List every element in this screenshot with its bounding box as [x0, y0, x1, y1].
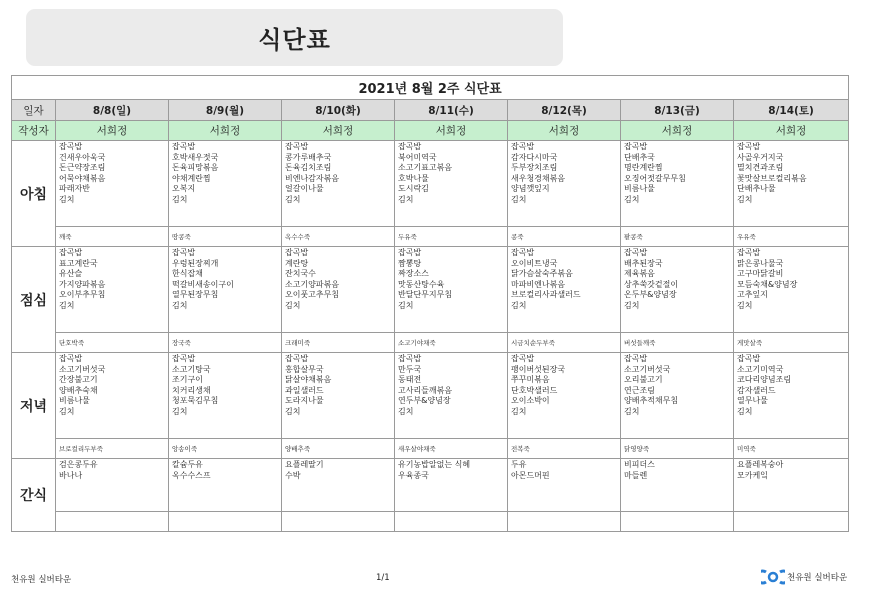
dish-item: 단배추나물	[737, 184, 776, 193]
dish-item: 양배추숙채	[59, 385, 98, 395]
dish-item: 잔치국수	[285, 269, 316, 278]
date-header-cell: 8/13(금)	[621, 100, 734, 121]
dish-item: 바나나	[59, 470, 83, 480]
meal-label: 아침	[12, 141, 56, 247]
dish-item: 잡곡밥	[737, 248, 761, 257]
dish-item: 어묵야채볶음	[59, 173, 106, 183]
dish-item: 반달단무지무침	[398, 290, 453, 299]
dish-item: 잡곡밥	[398, 248, 422, 257]
dish-item: 가지양파볶음	[59, 279, 106, 289]
menu-cell	[621, 459, 734, 512]
dish-item: 치커리생채	[172, 385, 211, 395]
author-label: 작성자	[12, 121, 56, 141]
dish-item: 계란탕	[285, 258, 309, 268]
dish-item: 고사리들깨볶음	[398, 385, 453, 395]
porridge-cell: 팥콩죽	[621, 227, 734, 247]
author-cell: 서희정	[169, 121, 282, 141]
menu-cell	[282, 353, 395, 439]
menu-cell	[508, 353, 621, 439]
menu-cell	[734, 353, 849, 439]
page-title-box	[26, 9, 563, 66]
dish-item: 잡곡밥	[511, 354, 535, 363]
menu-cell	[56, 459, 169, 512]
dish-item: 두유	[511, 460, 527, 469]
menu-cell	[282, 247, 395, 333]
porridge-cell: 양배추죽	[282, 439, 395, 459]
footer-logo-text: 천유원 실버타운	[787, 573, 848, 583]
porridge-cell: 게맛살죽	[734, 333, 849, 353]
dish-item: 호박새우젓국	[172, 152, 219, 162]
dish-item: 돈육김치조림	[285, 163, 332, 172]
dish-item: 비피더스	[624, 460, 655, 469]
porridge-cell: 닭영양죽	[621, 439, 734, 459]
meal-label: 점심	[12, 247, 56, 353]
dish-item: 비름나물	[59, 396, 90, 405]
author-cell: 서희정	[56, 121, 169, 141]
dish-item: 김치	[285, 300, 301, 310]
menu-cell	[56, 353, 169, 439]
dish-item: 짜장소스	[398, 269, 429, 278]
dish-item: 연근조림	[624, 385, 655, 395]
dish-item: 한식잡채	[172, 269, 203, 278]
footer-logo	[761, 569, 847, 585]
dish-item: 오징어젓갈무무침	[624, 173, 686, 183]
porridge-cell: 크래미죽	[282, 333, 395, 353]
dish-item: 김치	[624, 300, 640, 310]
dish-item: 단호박샐러드	[511, 385, 558, 395]
porridge-cell: 시금치순두부죽	[508, 333, 621, 353]
dish-item: 소고기버섯국	[59, 364, 106, 374]
menu-cell	[282, 141, 395, 227]
dish-item: 떡갈비새송이구이	[172, 279, 234, 289]
dish-item: 김치	[511, 300, 527, 310]
porridge-cell: 장국죽	[169, 333, 282, 353]
dish-item: 연두부&양념장	[398, 396, 451, 405]
dish-item: 김치	[398, 300, 414, 310]
dish-item: 잡곡밥	[285, 354, 309, 363]
dish-item: 북어미역국	[398, 152, 437, 162]
dish-item: 유산슬	[59, 269, 83, 278]
dish-item: 오리불고기	[624, 375, 663, 384]
dish-item: 오복지	[172, 184, 196, 193]
meal-label: 저녁	[12, 353, 56, 459]
dish-item: 김치	[398, 194, 414, 204]
dish-item: 소고기양파볶음	[285, 279, 340, 289]
porridge-cell: 브로컬리두부죽	[56, 439, 169, 459]
dish-item: 만두국	[398, 364, 422, 374]
porridge-cell: 버섯들깨죽	[621, 333, 734, 353]
dish-item: 김치	[59, 406, 75, 416]
date-label: 일자	[12, 100, 56, 121]
dish-item: 김치	[624, 406, 640, 416]
porridge-cell: 콩죽	[508, 227, 621, 247]
dish-item: 간장불고기	[59, 375, 98, 384]
footer-page-number: 1/1	[376, 573, 390, 583]
dish-item: 잡곡밥	[737, 142, 761, 151]
dish-item: 양념깻잎지	[511, 184, 550, 193]
dish-item: 과일샐러드	[285, 385, 324, 395]
dish-item: 동태전	[398, 375, 422, 384]
dish-item: 새우청경채볶음	[511, 173, 566, 183]
meal-plan-table	[11, 75, 849, 532]
dish-item: 호박나물	[398, 173, 429, 183]
dish-item: 소고기표고볶음	[398, 163, 453, 172]
dish-item: 칼슘두유	[172, 460, 203, 469]
dish-item: 수박	[285, 470, 301, 480]
dish-item: 비엔나감자볶음	[285, 173, 340, 183]
dish-item: 야채계란찜	[172, 173, 211, 183]
porridge-cell: 전복죽	[508, 439, 621, 459]
porridge-cell: 새우살야채죽	[395, 439, 508, 459]
date-header-cell: 8/12(목)	[508, 100, 621, 121]
dish-item: 파래자반	[59, 184, 90, 193]
menu-cell	[621, 353, 734, 439]
dish-item: 표고계란국	[59, 258, 98, 268]
author-cell: 서희정	[734, 121, 849, 141]
dish-item: 김치	[172, 194, 188, 204]
dish-item: 잡곡밥	[172, 142, 196, 151]
dish-item: 두부장치조림	[511, 163, 558, 172]
empty-cell	[734, 512, 849, 532]
dish-item: 꽃맛살브로컬리볶음	[737, 173, 807, 183]
dish-item: 검은콩두유	[59, 460, 98, 469]
dish-item: 옥수수스프	[172, 470, 211, 480]
dish-item: 마파비엔나볶음	[511, 279, 566, 289]
dish-item: 김치	[59, 194, 75, 204]
dish-item: 맛동산탕수육	[398, 279, 445, 289]
dish-item: 요플레딸기	[285, 460, 324, 469]
dish-item: 온두부&양념장	[624, 290, 677, 299]
date-header-cell: 8/11(수)	[395, 100, 508, 121]
dish-item: 명란계란찜	[624, 163, 663, 172]
dish-item: 오이부추무침	[59, 290, 106, 299]
dish-item: 홍합살무국	[285, 364, 324, 374]
author-cell: 서희정	[282, 121, 395, 141]
dish-item: 건새우아욱국	[59, 152, 106, 162]
dish-item: 오이비트냉국	[511, 258, 558, 268]
table-caption: 2021년 8월 2주 식단표	[12, 76, 849, 100]
dish-item: 돈근약장조림	[59, 163, 106, 172]
dish-item: 우렁된장찌개	[172, 258, 219, 268]
empty-cell	[282, 512, 395, 532]
dish-item: 도라지나물	[285, 396, 324, 405]
dish-item: 잡곡밥	[737, 354, 761, 363]
dish-item: 제육볶음	[624, 269, 655, 278]
dish-item: 도시락김	[398, 184, 429, 193]
author-cell: 서희정	[508, 121, 621, 141]
porridge-cell: 미역죽	[734, 439, 849, 459]
dish-item: 양배추적채무침	[624, 396, 679, 405]
dish-item: 열무된장무침	[172, 290, 219, 299]
dish-item: 잡곡밥	[398, 142, 422, 151]
dish-item: 김치	[285, 406, 301, 416]
dish-item: 감자다시마국	[511, 152, 558, 162]
footer-org-name: 천유원 실버타운	[11, 575, 72, 585]
dish-item: 소고기탕국	[172, 364, 211, 374]
dish-item: 김치	[737, 194, 753, 204]
dish-item: 잡곡밥	[511, 248, 535, 257]
porridge-cell: 단호박죽	[56, 333, 169, 353]
menu-cell	[621, 247, 734, 333]
menu-cell	[56, 141, 169, 227]
dish-item: 잡곡밥	[285, 248, 309, 257]
dish-item: 김치	[172, 300, 188, 310]
date-header-cell: 8/14(토)	[734, 100, 849, 121]
empty-cell	[508, 512, 621, 532]
dish-item: 브로컬리사과샐러드	[511, 290, 581, 299]
menu-cell	[508, 141, 621, 227]
dish-item: 팽이버섯된장국	[511, 364, 566, 374]
dish-item: 잡곡밥	[511, 142, 535, 151]
dish-item: 콩가루배추국	[285, 152, 332, 162]
dish-item: 멸치견과조림	[737, 163, 784, 172]
menu-cell	[508, 459, 621, 512]
dish-item: 오이소박이	[511, 396, 550, 405]
menu-cell	[734, 459, 849, 512]
empty-cell	[169, 512, 282, 532]
dish-item: 오이풋고추무침	[285, 290, 340, 299]
dish-item: 쭈꾸미볶음	[511, 375, 550, 384]
dish-item: 맑은콩나물국	[737, 258, 784, 268]
dish-item: 상추쑥갓겉절이	[624, 279, 679, 289]
author-cell: 서희정	[621, 121, 734, 141]
dish-item: 청포묵김무침	[172, 396, 219, 405]
porridge-cell: 우유죽	[734, 227, 849, 247]
dish-item: 잡곡밥	[285, 142, 309, 151]
menu-cell	[395, 247, 508, 333]
dish-item: 짬뽕탕	[398, 258, 422, 268]
dish-item: 얼갈이나물	[285, 184, 324, 193]
dish-item: 열무나물	[737, 396, 768, 405]
menu-cell	[734, 247, 849, 333]
meal-label: 간식	[12, 459, 56, 532]
dish-item: 유기농밥알없는 식혜	[398, 460, 471, 469]
dish-item: 김치	[737, 406, 753, 416]
menu-cell	[56, 247, 169, 333]
dish-item: 잡곡밥	[398, 354, 422, 363]
dish-item: 고추잎지	[737, 290, 768, 299]
dish-item: 사골우거지국	[737, 152, 784, 162]
menu-cell	[508, 247, 621, 333]
dish-item: 잡곡밥	[624, 142, 648, 151]
porridge-cell: 소고기야채죽	[395, 333, 508, 353]
dish-item: 잡곡밥	[172, 248, 196, 257]
dish-item: 김치	[172, 406, 188, 416]
menu-cell	[169, 353, 282, 439]
dish-item: 단배추국	[624, 152, 655, 162]
menu-cell	[395, 459, 508, 512]
page-title: 식단표	[258, 26, 331, 54]
dish-item: 소고기버섯국	[624, 364, 671, 374]
logo-icon	[761, 569, 785, 585]
dish-item: 우육종국	[398, 470, 429, 480]
menu-cell	[395, 353, 508, 439]
dish-item: 요플레복숭아	[737, 460, 784, 469]
porridge-cell: 두유죽	[395, 227, 508, 247]
menu-cell	[169, 247, 282, 333]
dish-item: 코다리양념조림	[737, 375, 792, 384]
menu-cell	[734, 141, 849, 227]
dish-item: 비름나물	[624, 184, 655, 193]
dish-item: 잡곡밥	[59, 354, 83, 363]
date-header-cell: 8/10(화)	[282, 100, 395, 121]
dish-item: 닭가슴살숙주볶음	[511, 269, 573, 278]
dish-item: 마들렌	[624, 470, 648, 480]
menu-cell	[395, 141, 508, 227]
dish-item: 조기구이	[172, 375, 203, 384]
author-cell: 서희정	[395, 121, 508, 141]
dish-item: 잡곡밥	[172, 354, 196, 363]
dish-item: 김치	[511, 406, 527, 416]
dish-item: 잡곡밥	[624, 248, 648, 257]
dish-item: 잡곡밥	[59, 248, 83, 257]
dish-item: 잡곡밥	[624, 354, 648, 363]
date-header-cell: 8/8(일)	[56, 100, 169, 121]
dish-item: 배추된장국	[624, 258, 663, 268]
menu-cell	[169, 459, 282, 512]
menu-cell	[169, 141, 282, 227]
dish-item: 모듬숙채&양념장	[737, 279, 798, 289]
dish-item: 닭살야채볶음	[285, 375, 332, 384]
dish-item: 고구마닭갈비	[737, 269, 784, 278]
dish-item: 돈육피망볶음	[172, 163, 219, 172]
dish-item: 김치	[285, 194, 301, 204]
dish-item: 김치	[624, 194, 640, 204]
date-header-cell: 8/9(월)	[169, 100, 282, 121]
empty-cell	[56, 512, 169, 532]
porridge-cell: 옥수수죽	[282, 227, 395, 247]
dish-item: 모카케잌	[737, 470, 768, 480]
dish-item: 김치	[398, 406, 414, 416]
dish-item: 감자샐러드	[737, 385, 776, 395]
dish-item: 김치	[59, 300, 75, 310]
dish-item: 잡곡밥	[59, 142, 83, 151]
empty-cell	[395, 512, 508, 532]
porridge-cell: 앙송이죽	[169, 439, 282, 459]
menu-cell	[621, 141, 734, 227]
porridge-cell: 깨죽	[56, 227, 169, 247]
dish-item: 소고기미역국	[737, 364, 784, 374]
menu-cell	[282, 459, 395, 512]
dish-item: 아몬드머핀	[511, 470, 550, 480]
porridge-cell: 땅콩죽	[169, 227, 282, 247]
dish-item: 김치	[511, 194, 527, 204]
dish-item: 김치	[737, 300, 753, 310]
empty-cell	[621, 512, 734, 532]
